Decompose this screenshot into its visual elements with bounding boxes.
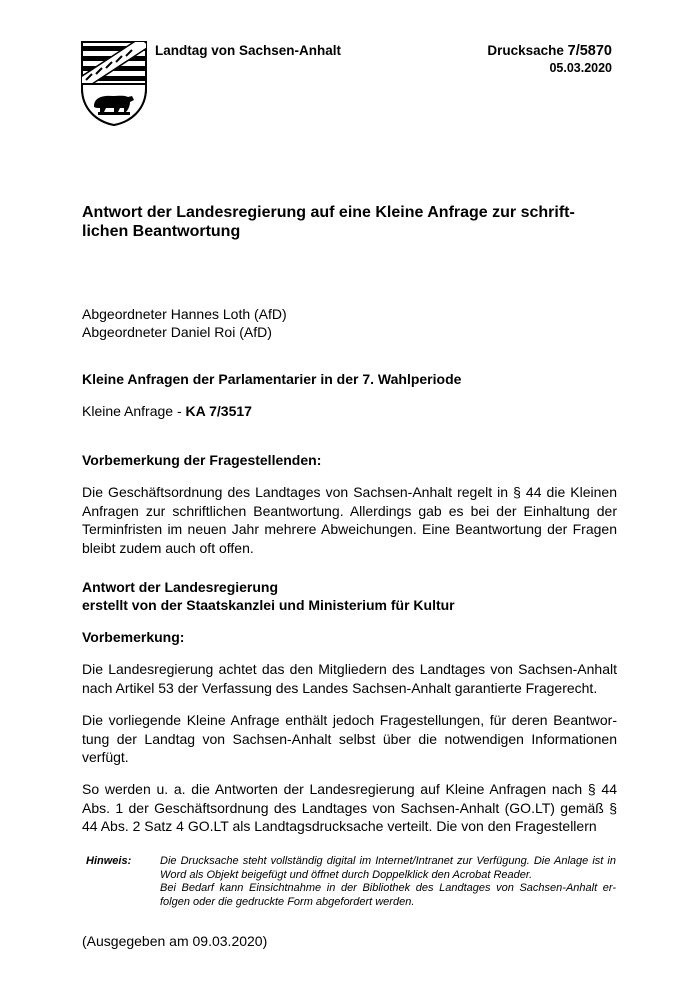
authors [82, 305, 287, 341]
drucksache-label [487, 43, 612, 59]
drucksache-label-text: Drucksache [487, 43, 564, 58]
ausgegeben-date: (Ausgegeben am 09.03.2020) [82, 933, 268, 949]
kleine-anfrage-number: KA 7/3517 [185, 403, 252, 419]
vorbemerkung-paragraph-2: Die vorliegende Kleine Anfrage enthält jedoch Fragestellungen, für deren Beantwor-tung der Landtag von Sachsen-Anhalt selbst über die notwendigen Informationen verfügt. [82, 712, 617, 765]
coat-of-arms-icon [80, 40, 148, 126]
vorbemerkung-fragesteller-text: Die Geschäftsordnung des Landtages von Sachsen-Anhalt regelt in § 44 die Kleinen Anfragen zur schriftlichen Beantwortung. Allerdings gab es bei der Einhaltung der Terminfristen im neuen Jahr mehrere Abweichungen. Eine Beantwortung der Fragen bleibt zudem auch oft offen. [82, 484, 617, 556]
antwort-heading [82, 578, 455, 614]
vorbemerkung-paragraph-1: Die Landesregierung achtet das den Mitgliedern des Landtages von Sachsen-Anhalt nach Artikel 53 der Verfassung des Landes Sachsen-Anhalt garantierte Fragerecht. [82, 661, 617, 696]
title-line-2: lichen Beantwortung [82, 223, 241, 240]
org-name: Landtag von Sachsen-Anhalt [155, 43, 342, 58]
kleine-anfragen-heading: Kleine Anfragen der Parlamentarier in der 7. Wahlperiode [82, 371, 462, 387]
page-title [82, 203, 617, 241]
hinweis-text [160, 855, 616, 909]
vorbemerkung-paragraph-3: So werden u. a. die Antworten der Landesregierung auf Kleine Anfragen nach § 44 Abs. 1 der Geschäftsordnung des Landtages von Sachsen-Anhalt (GO.LT) gemäß § 44 Abs. 2 Satz 4 GO.LT als Landtagsdrucksache verteilt. Die von den Fragestellern [82, 781, 617, 834]
vorbemerkung-fragesteller-heading: Vorbemerkung der Fragestellenden: [82, 452, 322, 468]
antwort-heading-line-2: erstellt von der Staatskanzlei und Ministerium für Kultur [82, 597, 455, 613]
hinweis-text-2: Bei Bedarf kann Einsichtnahme in der Bibliothek des Landtages von Sachsen-Anhalt er-folgen oder die gedruckte Form abgefordert werden. [160, 882, 616, 908]
vorbemerkung-heading: Vorbemerkung: [82, 629, 185, 645]
author-1: Abgeordneter Hannes Loth (AfD) [82, 306, 287, 322]
document-date: 05.03.2020 [549, 61, 612, 75]
title-line-1: Antwort der Landesregierung auf eine Kleine Anfrage zur schrift- [82, 204, 575, 221]
drucksache-number: 7/5870 [567, 43, 612, 59]
kleine-anfrage-ref [82, 402, 252, 420]
hinweis-label: Hinweis: [86, 855, 132, 867]
hinweis-text-1: Die Drucksache steht vollständig digital im Internet/Intranet zur Verfügung. Die Anlage ist in Word als Objekt beigefügt und öffnet durch Doppelklick den Acrobat Reader. [160, 855, 616, 881]
kleine-anfrage-prefix: Kleine Anfrage - [82, 403, 186, 419]
antwort-heading-line-1: Antwort der Landesregierung [82, 579, 279, 595]
author-2: Abgeordneter Daniel Roi (AfD) [82, 324, 272, 340]
